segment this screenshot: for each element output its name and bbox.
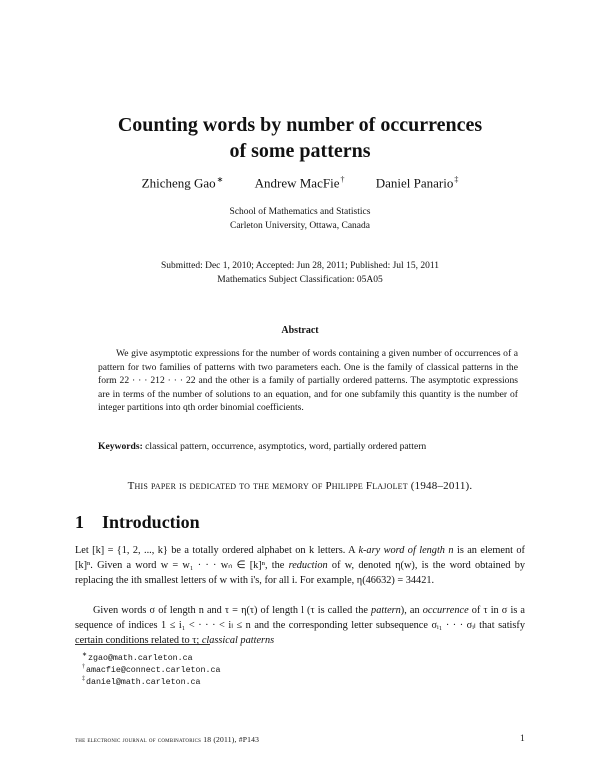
affiliation-line-1: School of Mathematics and Statistics [229,207,371,217]
abstract-heading: Abstract [281,325,319,336]
author-list [0,175,600,191]
keywords-label: Keywords: [98,441,143,452]
journal-citation: the electronic journal of combinatorics 18 (2011), #P143 [75,735,260,744]
footnote-mark: ‡ [82,676,85,682]
author-name: Zhicheng Gao [141,175,216,191]
section-heading [75,512,200,533]
author-name: Andrew MacFie [254,175,340,191]
paper-title-line-2: of some patterns [229,140,371,162]
emphasis-text: k-ary word of length n [358,545,454,556]
footnote-divider [75,644,210,645]
footnote-email: zgao@math.carleton.ca [88,653,193,663]
paragraph-1 [75,543,525,589]
paragraph-text: Let [k] = {1, 2, ..., k} be a totally ordered alphabet on k letters. A [75,545,359,556]
section-number: 1 [75,512,84,532]
page-footer [75,735,525,744]
emphasis-text: occurrence [422,605,469,616]
footnote-mark: † [82,664,85,670]
paragraph-text: ), an [400,605,423,616]
footnote-email: daniel@math.carleton.ca [86,677,201,687]
author-footnote-mark: † [340,175,345,184]
author [255,175,345,191]
page-number: 1 [520,734,525,744]
footnote-mark: ∗ [82,652,88,658]
affiliation-line-2: Carleton University, Ottawa, Canada [230,221,370,231]
keywords [98,440,518,454]
paper-title-line-1: Counting words by number of occurrences [117,114,483,136]
section-title: Introduction [102,512,200,532]
paragraph-text: is an element of [k]ⁿ. Given a word w = w₁ · · · wₙ ∈ [k]ⁿ, the [75,545,525,572]
emphasis-text: pattern [371,605,401,616]
dedication: This paper is dedicated to the memory of Philippe Flajolet (1948–2011). [127,480,473,492]
abstract-text: We give asymptotic expressions for the number of words containing a given number of occurrences of a pattern for two families of patterns with two parameters each. One is the family of classical patterns in the form 22 · · · 212 · · · 22 and the other is a family of partially ordered patterns. The asymptotic expressions are in terms of the number of solutions to an equation, and for one subfamily this quantity is the number of integer partitions into qth order binomial coefficients. [98,348,518,414]
paragraph-2 [75,603,525,649]
author [376,175,459,191]
author [142,175,224,191]
keywords-list: classical pattern, occurrence, asymptotics, word, partially ordered pattern [145,441,427,452]
emphasis-text: classical patterns [201,635,275,647]
submission-dates: Submitted: Dec 1, 2010; Accepted: Jun 28, 2011; Published: Jul 15, 2011 [161,261,439,271]
footnote-email: amacfie@connect.carleton.ca [86,665,221,675]
author-name: Daniel Panario [375,175,454,191]
paragraph-text: of τ in σ is a sequence of indices 1 ≤ i₁ < · · · < iₗ ≤ n and the corresponding letter subsequence σᵢ₁ · · · σᵢₗ that satisfy certain conditions related to τ; [75,605,525,647]
footnote [82,674,201,688]
author-footnote-mark: ∗ [216,175,224,184]
subject-classification: Mathematics Subject Classification: 05A05 [217,275,383,285]
paragraph-text: Given words σ of length n and τ = η(τ) of length l (τ is called the [93,605,372,616]
emphasis-text: reduction [288,560,328,572]
paragraph-text: of w, denoted η(w), is the word obtained by replacing the ith smallest letters of w with i's, for all i. For example, η(46632) = 34421. [75,560,526,587]
author-footnote-mark: ‡ [454,175,459,184]
